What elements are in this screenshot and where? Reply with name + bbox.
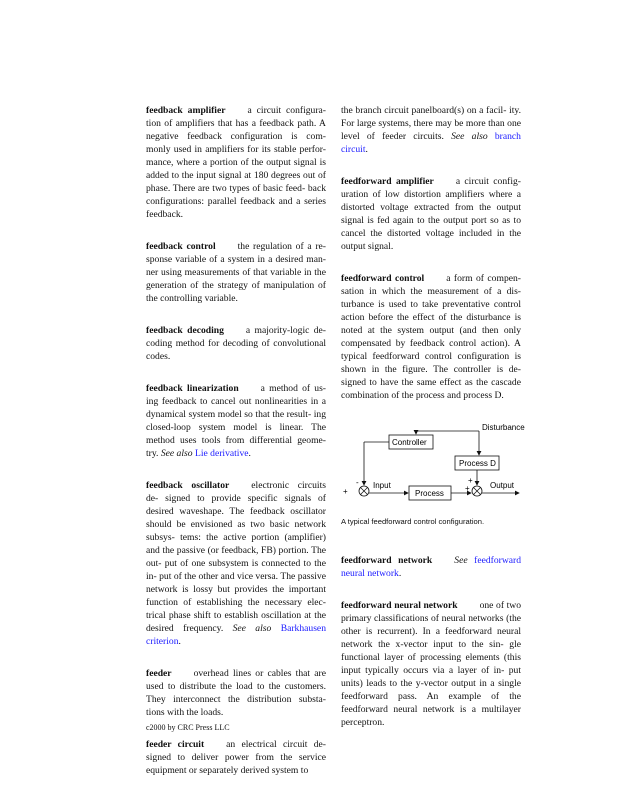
see-also: See bbox=[454, 555, 468, 566]
definition: one of two primary classifications of neural networks (the other is recurrent). In a feedforward neural network the x-vector input to the sin- gle functional layer of processing elements (this input typically occurs via a layer of in- put units) leads to the y-vector output in a single feedforward pass. An example of the feedforward neural network is a multilayer perceptron. bbox=[341, 600, 522, 728]
entry-feedforward-neural-network bbox=[341, 599, 521, 729]
disturbance-label: Disturbance bbox=[482, 423, 525, 432]
entry-feedforward-control bbox=[341, 272, 521, 402]
input-label: Input bbox=[373, 481, 391, 490]
output-label: Output bbox=[490, 481, 515, 490]
minus-sign: - bbox=[356, 478, 359, 487]
controller-label: Controller bbox=[392, 438, 427, 447]
definition: electronic circuits de- signed to provide specific signals of desired waveshape. The feedback oscillator should be envisioned as two basic network subsys- tems: the active portion (amplifier) and the passive (or feedback, FB) portion. The out- put of one subsystem is connected to the in- put of the other and vice versa. The passive network is lossy but provides the important function of establishing the necessary elec- trical phase shift to establish oscillation at the desired frequency. bbox=[146, 480, 326, 634]
continuation: the branch circuit panelboard(s) on a facil- ity. For large systems, there may be more than one level of feeder circuits. bbox=[341, 105, 521, 142]
plus-sign-right-left: + bbox=[465, 484, 470, 493]
term: feeder circuit bbox=[146, 739, 205, 750]
entry-feeder bbox=[146, 667, 326, 719]
entry-feedback-decoding bbox=[146, 324, 326, 363]
entry-feedback-amplifier bbox=[146, 104, 326, 221]
definition: the regulation of a re- sponse variable of a system in a desired man- ner using measurements of that variable in the generation of the strategy of manipulation of the controlling variable. bbox=[146, 241, 326, 304]
process-label: Process bbox=[415, 489, 444, 498]
entry-feedforward-network bbox=[341, 554, 521, 580]
entry-feedforward-amplifier bbox=[341, 175, 521, 253]
term: feedback oscillator bbox=[146, 480, 230, 491]
term: feedback linearization bbox=[146, 383, 239, 394]
see-also: See also bbox=[232, 623, 272, 634]
trail: . bbox=[365, 144, 368, 155]
entry-feeder-circuit bbox=[146, 738, 326, 777]
entry-feedback-linearization bbox=[146, 382, 326, 460]
entry-feeder-circuit-continued bbox=[341, 104, 521, 156]
definition: a circuit config- uration of low distortion amplifiers where a distorted voltage extracted from the output signal is fed again to the output port so as to cancel the distorted voltage included in the output signal. bbox=[341, 176, 521, 252]
term: feedback control bbox=[146, 241, 216, 252]
term: feeder bbox=[146, 668, 172, 679]
entry-feedback-control bbox=[146, 240, 326, 305]
term: feedforward neural network bbox=[341, 600, 458, 611]
definition: a circuit configura- tion of amplifiers that has a feedback path. A negative feedback configuration is com- monly used in amplifiers for its stable perfor- mance, where a portion of the output signal is added to the input signal at 180 degrees out of phase. There are two types of basic feed- back configurations: parallel feedback and a series feedback. bbox=[146, 105, 326, 220]
term: feedforward amplifier bbox=[341, 176, 434, 187]
term: feedforward control bbox=[341, 273, 425, 284]
definition: a form of compen- sation in which the measurement of a dis- turbance is used to take preventative control action before the effect of the disturbance is noted at the system output (and then only compensated by feedback control action). A typical feedforward control configuration is shown in the figure. The controller is de- signed to have the same effect as the cascade combination of the process and process D. bbox=[341, 273, 521, 401]
link-feedforward-neural-network[interactable]: feedforward neural network bbox=[341, 555, 521, 579]
feedforward-control-figure bbox=[341, 421, 525, 528]
definition: overhead lines or cables that are used to distribute the load to the customers. They interconnect the distribution substa- tions with the loads. bbox=[146, 668, 326, 718]
figure-caption: A typical feedforward control configuration. bbox=[341, 517, 485, 526]
link-lie-derivative[interactable]: Lie derivative bbox=[194, 448, 249, 459]
left-column bbox=[146, 104, 326, 796]
trail: . bbox=[248, 448, 251, 459]
right-column bbox=[341, 104, 525, 748]
link-branch-circuit[interactable]: branch circuit bbox=[341, 131, 521, 155]
trail: . bbox=[398, 568, 402, 579]
entry-feedback-oscillator bbox=[146, 479, 326, 648]
term: feedback decoding bbox=[146, 325, 224, 336]
term: feedforward network bbox=[341, 555, 433, 566]
plus-sign-left: + bbox=[343, 487, 348, 496]
definition: an electrical circuit de- signed to deliver power from the service equipment or separately derived system to bbox=[146, 739, 326, 776]
see-also: See also bbox=[451, 131, 488, 142]
copyright-footer: c2000 by CRC Press LLC bbox=[146, 723, 230, 732]
plus-sign-right-top: + bbox=[468, 476, 473, 485]
block-diagram bbox=[341, 421, 526, 511]
process-d-label: Process D bbox=[459, 459, 496, 468]
definition: a majority-logic de- coding method for decoding of convolutional codes. bbox=[146, 325, 326, 362]
see-also: See also bbox=[160, 448, 193, 459]
definition: a method of us- ing feedback to cancel out nonlinearities in a dynamical system model so that the result- ing closed-loop system model is linear. The method uses tools from differential geome- try. bbox=[146, 383, 326, 459]
link-barkhausen-criterion[interactable]: Barkhausen criterion bbox=[146, 623, 326, 647]
trail: . bbox=[178, 636, 181, 647]
term: feedback amplifier bbox=[146, 105, 226, 116]
